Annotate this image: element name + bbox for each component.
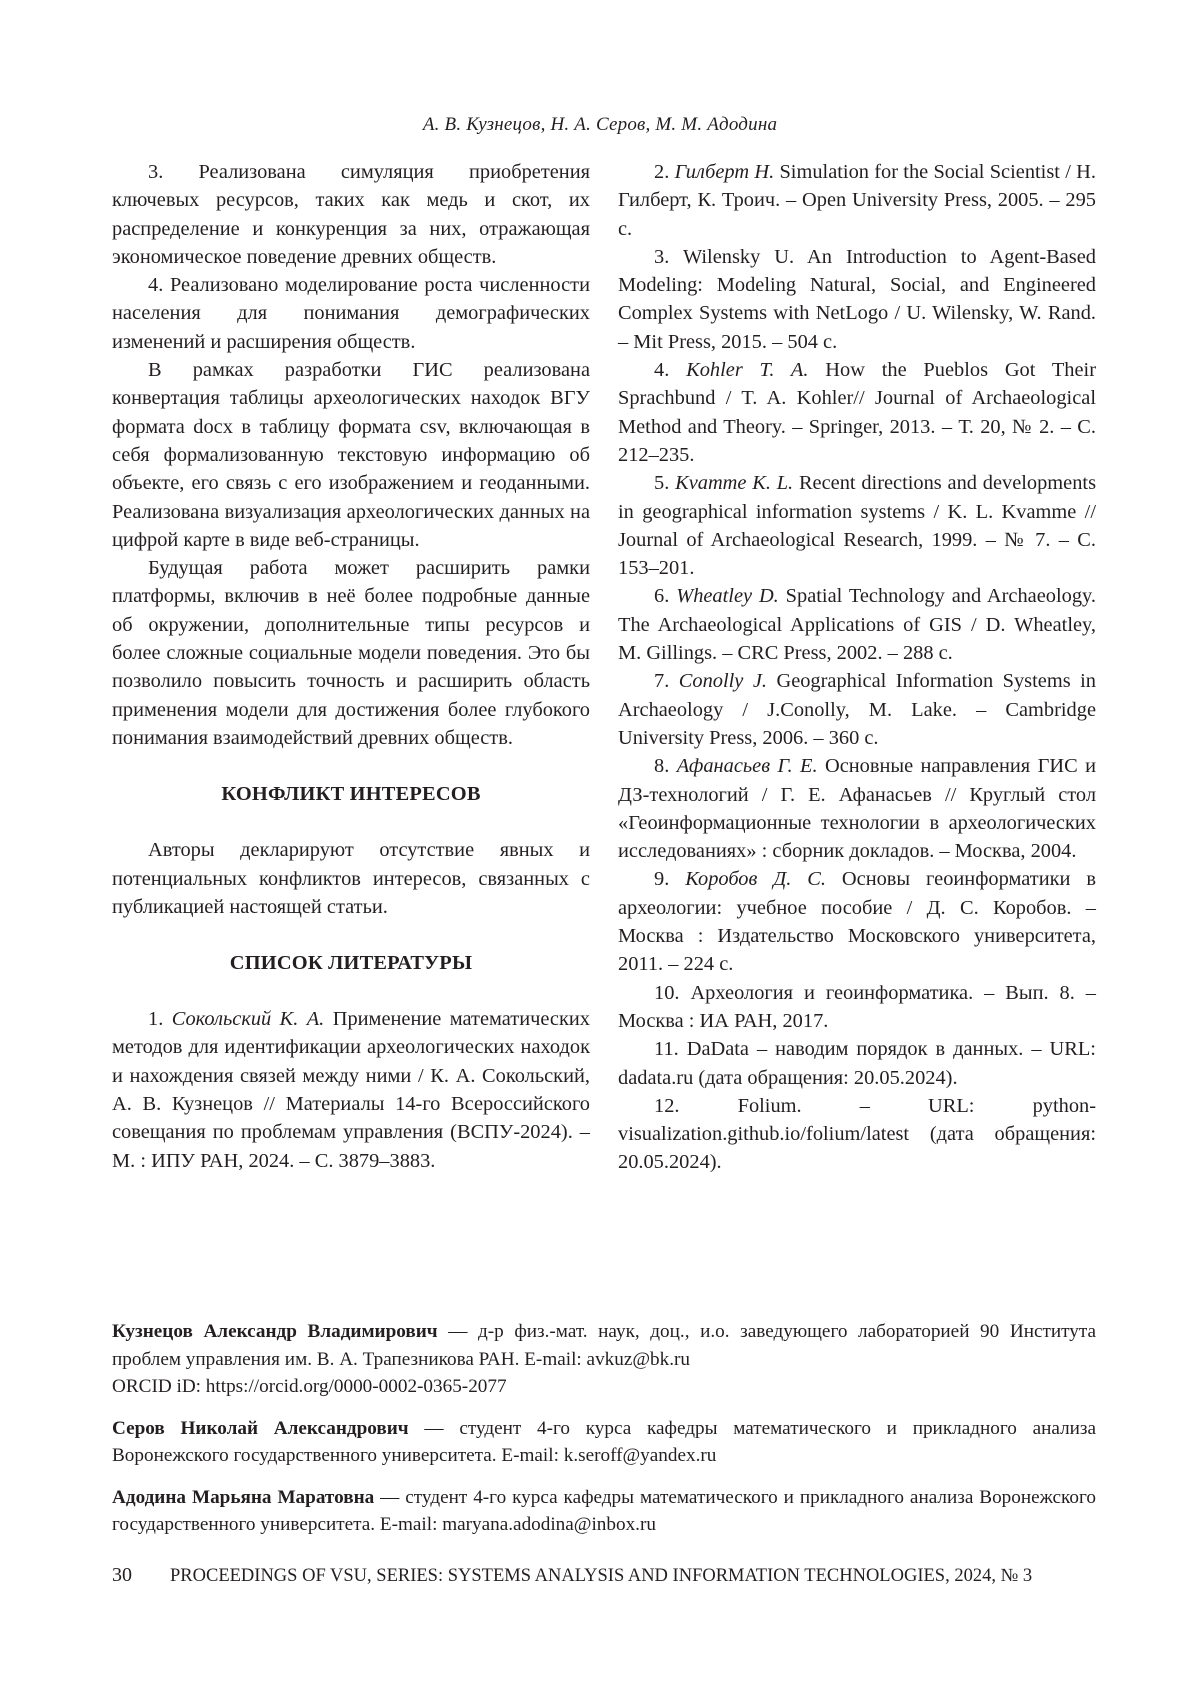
reference-author: Гилберт Н. — [674, 161, 775, 183]
reference-item: 7. Conolly J. Geographical Information Systems in Archaeology / J.Conolly, M. Lake. – Cambridge University Press, 2006. – 360 с. — [618, 670, 1096, 749]
author-name: Кузнецов Александр Владимирович — [112, 1321, 438, 1342]
reference-item: 10. Археология и геоинформатика. – Вып. 8. – Москва : ИА РАН, 2017. — [618, 981, 1096, 1032]
author-name: Серов Николай Александрович — [112, 1417, 409, 1439]
body-paragraph: 3. Реализована симуляция приобретения ключевых ресурсов, таких как медь и скот, их распределение и конкуренция за них, отражающая экономическое поведение древних обществ. — [112, 161, 590, 268]
journal-title: PROCEEDINGS OF VSU, SERIES: SYSTEMS ANALYSIS AND INFORMATION TECHNOLOGIES, 2024, № 3 — [170, 1566, 1033, 1586]
body-paragraph: 4. Реализовано моделирование роста численности населения для понимания демографических изменений и расширения обществ. — [112, 274, 590, 353]
conflict-of-interest-text: Авторы декларируют отсутствие явных и потенциальных конфликтов интересов, связанных с публикацией настоящей статьи. — [112, 839, 590, 918]
reference-item: 11. DaData – наводим порядок в данных. – URL: dadata.ru (дата обращения: 20.05.2024). — [618, 1038, 1096, 1089]
references-heading: СПИСОК ЛИТЕРАТУРЫ — [229, 952, 473, 975]
author-bio: Серов Николай Александрович — студент 4-го курса кафедры математического и прикладного анализа Воронежского государственного университета. E-mail: k.seroff@yandex.ru — [112, 1417, 1097, 1466]
reference-author: Афанасьев Г. Е. — [676, 755, 818, 778]
author-bios — [112, 1318, 1096, 1553]
reference-author: Conolly J. — [678, 670, 767, 693]
reference-item: 5. Kvamme K. L. Recent directions and developments in geographical information systems / K. L. Kvamme // Journal of Archaeological Research, 1999. – № 7. – С. 153–201. — [618, 472, 1097, 580]
reference-item: 12. Folium. – URL: python-visualization.github.io/folium/latest (дата обращения: 20.05.2024). — [618, 1094, 1096, 1174]
reference-item: 4. Kohler T. A. How the Pueblos Got Their Sprachbund / T. A. Kohler// Journal of Archaeological Method and Theory. – Springer, 2013. – Т. 20, № 2. – С. 212–235. — [618, 359, 1096, 466]
reference-item: 1. Сокольский К. А. Применение математических методов для идентификации археологических находок и нахождения связей между ними / К. А. Сокольский, А. В. Кузнецов // Материалы 14-го Всероссийского совещания по проблемам управления (ВСПУ-2024). – М. : ИПУ РАН, 2024. – С. 3879–3883. — [112, 1008, 590, 1172]
reference-item: 9. Коробов Д. С. Основы геоинформатики в археологии: учебное пособие / Д. С. Коробов. – Москва : Издательство Московского университета, 2011. – 224 с. — [618, 868, 1096, 976]
left-column — [112, 158, 590, 1175]
orcid-id: ORCID iD: https://orcid.org/0000-0002-0365-2077 — [112, 1376, 507, 1397]
reference-author: Сокольский К. А. — [171, 1008, 325, 1031]
page-number: 30 — [112, 1564, 132, 1586]
body-paragraph: Будущая работа может расширить рамки платформы, включив в неё более подробные данные об окружении, дополнительные типы ресурсов и более сложные социальные модели поведения. Это бы позволило повысить точность и расширить область применения модели для достижения более глубокого понимания взаимодействий древних обществ. — [112, 557, 590, 749]
reference-author: Kvamme K. L. — [675, 472, 794, 495]
running-head-authors: А. В. Кузнецов, Н. А. Серов, М. М. Адодина — [422, 114, 778, 135]
reference-item: 3. Wilensky U. An Introduction to Agent-Based Modeling: Modeling Natural, Social, and Engineered Complex Systems with NetLogo / U. Wilensky, W. Rand. – Mit Press, 2015. – 504 с. — [618, 245, 1096, 353]
reference-item: 8. Афанасьев Г. Е. Основные направления ГИС и ДЗ-технологий / Г. Е. Афанасьев // Круглый стол «Геоинформационные технологии в археологических исследованиях» : сборник докладов. – Москва, 2004. — [618, 755, 1096, 863]
reference-author: Kohler T. A. — [686, 359, 809, 382]
conflict-of-interest-heading: КОНФЛИКТ ИНТЕРЕСОВ — [221, 783, 481, 806]
reference-author: Коробов Д. С. — [685, 868, 826, 891]
author-name: Адодина Марьяна Маратовна — [112, 1486, 375, 1508]
author-bio: Адодина Марьяна Маратовна — студент 4-го курса кафедры математического и прикладного анализа Воронежского государственного университета. E-mail: maryana.adodina@inbox.ru — [112, 1486, 1096, 1535]
right-column — [618, 158, 1096, 1177]
author-bio: Кузнецов Александр Владимирович — д-р физ.-мат. наук, доц., и.о. заведующего лабораторией 90 Института проблем управления им. В. А. Трапезникова РАН. E-mail: avkuz@bk.ru ORCID iD: https://orcid.org/0000-0002-0365-2077 — [112, 1321, 1097, 1397]
reference-item: 6. Wheatley D. Spatial Technology and Archaeology. The Archaeological Applications of GIS / D. Wheatley, M. Gillings. – CRC Press, 2002. – 288 с. — [618, 585, 1096, 665]
body-paragraph: В рамках разработки ГИС реализована конвертация таблицы археологических находок ВГУ формата docx в таблицу формата csv, включающая в себя формализованную текстовую информацию об объекте, его связь с его изображением и геоданными. Реализована визуализация археологических данных на цифрой карте в виде веб-страницы. — [112, 359, 590, 551]
reference-item: 2. Гилберт Н. Simulation for the Social Scientist / Н. Гилберт, К. Троич. – Open University Press, 2005. – 295 с. — [618, 161, 1096, 240]
reference-author: Wheatley D. — [676, 585, 779, 608]
page-footer — [112, 1564, 1096, 1587]
